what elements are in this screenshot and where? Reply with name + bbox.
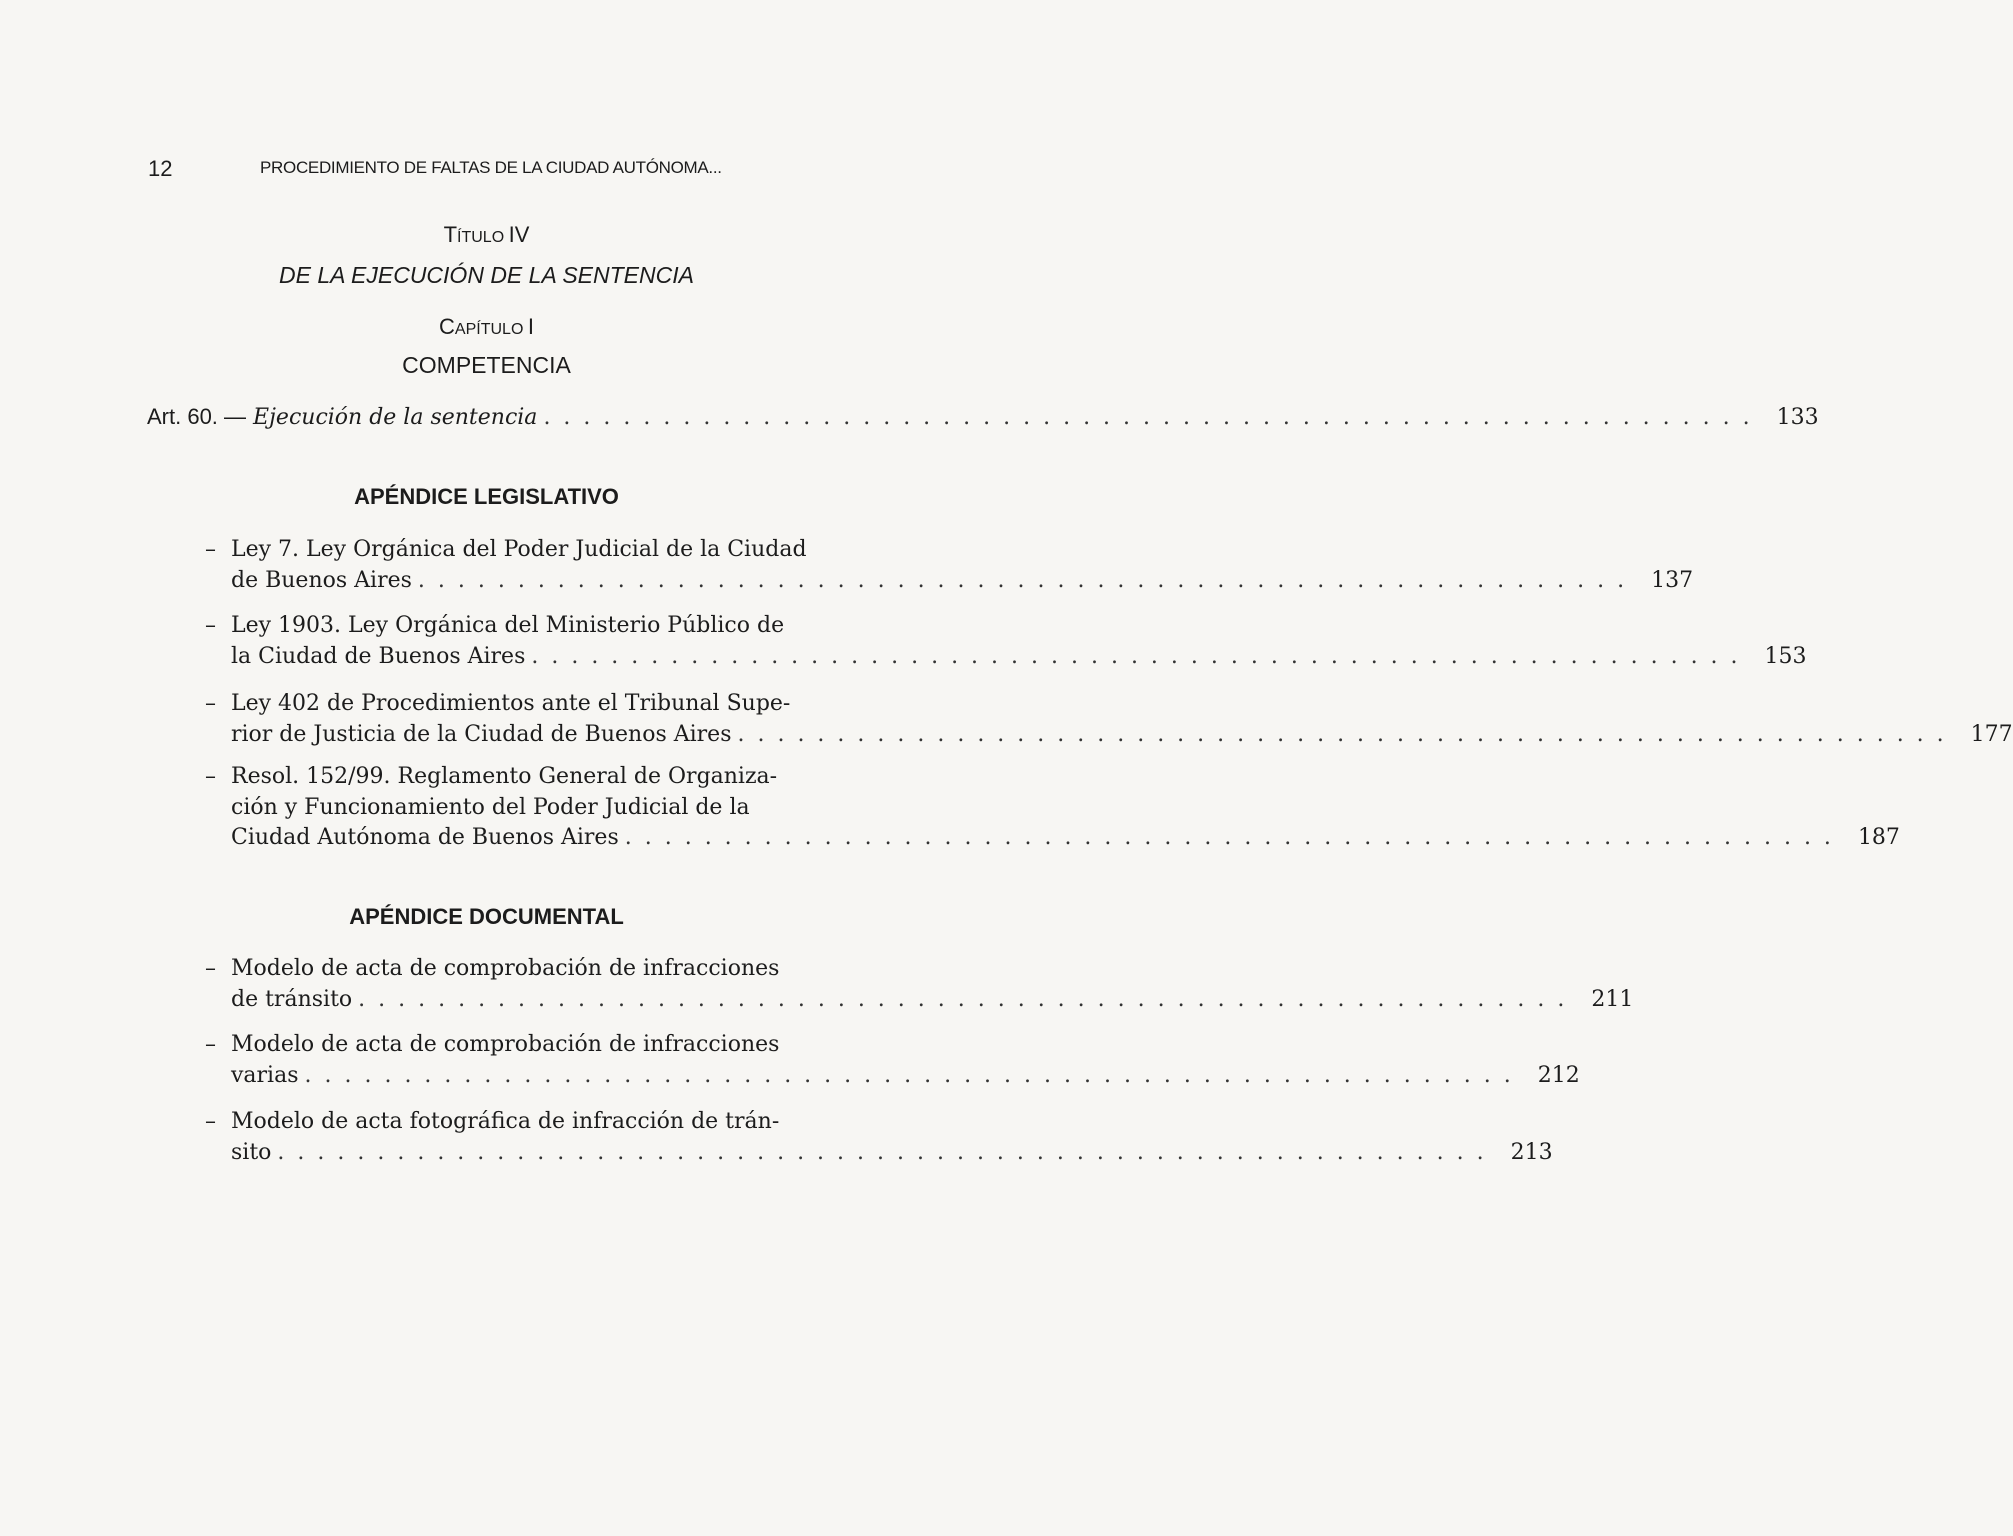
entry-line-1: Modelo de acta de comprobación de infracciones (231, 1032, 780, 1057)
entry-page: 137 (1651, 567, 1694, 593)
capitulo-label-initial: C (439, 314, 455, 339)
running-title: PROCEDIMIENTO DE FALTAS DE LA CIUDAD AUTÓNOMA... (260, 158, 722, 177)
article-label-wrap (147, 402, 537, 434)
running-header (148, 156, 913, 190)
dot-leader: . . . . . . . . . . . . . . . . . . . . . . . . . . . . . . . . . . . . . . . . . . . . . . . . . . . . . . . . . . . . . (304, 1062, 1514, 1088)
apendice-documental-title: APÉNDICE DOCUMENTAL (349, 904, 624, 929)
article-label: Art. 60. — (147, 404, 247, 429)
entry-line-2: la Ciudad de Buenos Aires (231, 643, 526, 669)
entry-dash: – (205, 1032, 216, 1057)
entry-dash: – (205, 1109, 216, 1134)
apendice-legislativo-title: APÉNDICE LEGISLATIVO (354, 484, 619, 509)
entry-line-1: Ley 7. Ley Orgánica del Poder Judicial de la Ciudad (231, 537, 807, 562)
entry-line-2: varias (231, 1062, 299, 1088)
entry-dash: – (205, 537, 216, 562)
toc-entry-acta-fotografica (205, 1107, 1553, 1168)
entry-line-2: de tránsito (231, 986, 353, 1012)
dot-leader: . . . . . . . . . . . . . . . . . . . . . . . . . . . . . . . . . . . . . . . . . . . . . . . . . . . . . . . . . . . . . (277, 1139, 1487, 1165)
entry-dash: – (205, 613, 216, 638)
dot-leader: . . . . . . . . . . . . . . . . . . . . . . . . . . . . . . . . . . . . . . . . . . . . . . . . . . . . . . . . . . . . . (624, 825, 1834, 850)
entry-page: 211 (1591, 986, 1634, 1012)
capitulo-label-rest: APÍTULO (454, 321, 524, 338)
entry-page: 213 (1510, 1139, 1553, 1165)
titulo-label-initial: T (443, 222, 458, 247)
article-page: 133 (1776, 405, 1819, 430)
capitulo-numeral: I (527, 314, 534, 339)
toc-entry-ley-7 (205, 535, 1694, 596)
entry-line-1: Resol. 152/99. Reglamento General de Organiza- (231, 764, 778, 789)
toc-entry-article-60 (147, 402, 1819, 434)
article-title: Ejecución de la sentencia (253, 405, 538, 430)
entry-page: 153 (1764, 643, 1807, 669)
toc-entry-acta-varias (205, 1030, 1580, 1091)
toc-entry-ley-402 (205, 689, 2013, 750)
titulo-name: DE LA EJECUCIÓN DE LA SENTENCIA (279, 262, 694, 288)
entry-line-3: Ciudad Autónoma de Buenos Aires (231, 825, 619, 850)
entry-page: 187 (1857, 825, 1900, 850)
capitulo-heading (0, 314, 973, 340)
entry-line-1: Ley 1903. Ley Orgánica del Ministerio Público de (231, 613, 785, 638)
entry-dash: – (205, 691, 216, 716)
dot-leader: . . . . . . . . . . . . . . . . . . . . . . . . . . . . . . . . . . . . . . . . . . . . . . . . . . . . . . . . . . . . . (543, 405, 1753, 430)
titulo-heading (0, 222, 973, 248)
capitulo-name: COMPETENCIA (402, 352, 571, 378)
entry-line-2: sito (231, 1139, 272, 1165)
entry-line-2: ción y Funcionamiento del Poder Judicial de la (231, 794, 750, 820)
entry-line-1: Modelo de acta fotográfica de infracción de trán- (231, 1109, 780, 1134)
entry-line-1: Modelo de acta de comprobación de infracciones (231, 956, 780, 981)
toc-entry-acta-transito (205, 954, 1634, 1015)
entry-line-2: de Buenos Aires (231, 567, 412, 593)
dot-leader: . . . . . . . . . . . . . . . . . . . . . . . . . . . . . . . . . . . . . . . . . . . . . . . . . . . . . . . . . . . . . (531, 643, 1741, 669)
dot-leader: . . . . . . . . . . . . . . . . . . . . . . . . . . . . . . . . . . . . . . . . . . . . . . . . . . . . . . . . . . . . . (417, 567, 1628, 593)
entry-dash: – (205, 956, 216, 981)
entry-line-2: rior de Justicia de la Ciudad de Buenos Aires (231, 721, 732, 747)
entry-page: 177 (1970, 721, 2013, 747)
entry-page: 212 (1537, 1062, 1580, 1088)
toc-entry-resol-152-99 (205, 762, 1900, 854)
page-number: 12 (148, 156, 173, 181)
entry-dash: – (205, 764, 216, 789)
dot-leader: . . . . . . . . . . . . . . . . . . . . . . . . . . . . . . . . . . . . . . . . . . . . . . . . . . . . . . . . . . . . . (737, 721, 1947, 747)
entry-line-1: Ley 402 de Procedimientos ante el Tribunal Supe- (231, 691, 791, 716)
titulo-label-rest: ÍTULO (457, 229, 505, 246)
dot-leader: . . . . . . . . . . . . . . . . . . . . . . . . . . . . . . . . . . . . . . . . . . . . . . . . . . . . . . . . . . . . . (358, 986, 1568, 1012)
toc-entry-ley-1903 (205, 611, 1807, 672)
titulo-numeral: IV (508, 222, 530, 247)
